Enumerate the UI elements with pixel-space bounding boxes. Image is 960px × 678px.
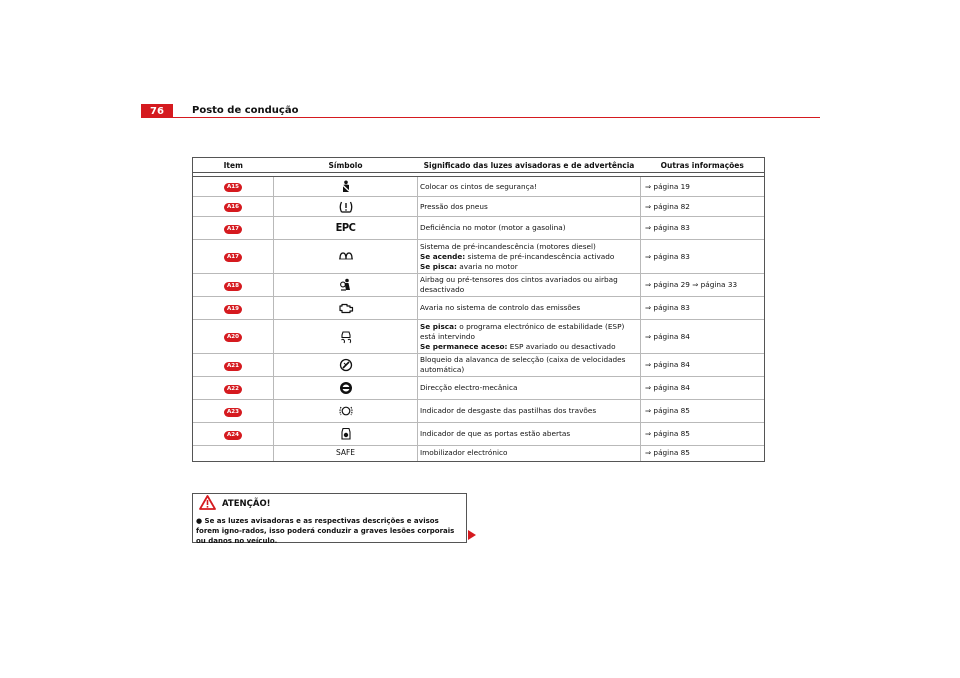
info-cell (641, 320, 765, 354)
table-row (193, 423, 764, 446)
meaning-line (420, 182, 638, 192)
meaning-text: Indicador de que as portas estão abertas (420, 429, 571, 438)
meaning-cell (418, 240, 641, 274)
item-badge: A20 (224, 333, 242, 342)
meaning-line (420, 429, 638, 439)
meaning-cell (418, 354, 641, 377)
meaning-text: Indicador de desgaste das pastilhas dos travões (420, 406, 597, 415)
meaning-cell (418, 400, 641, 423)
meaning-line (420, 383, 638, 393)
engine-emissions-icon (338, 303, 354, 312)
meaning-label: Se pisca: (420, 321, 457, 331)
warning-text (193, 514, 466, 546)
item-badge: A24 (224, 431, 242, 440)
info-cell (641, 177, 765, 197)
meaning-line (420, 275, 638, 295)
meaning-text: sistema de pré-incandescência activado (465, 251, 615, 261)
meaning-line (420, 448, 638, 458)
item-badge: A16 (224, 203, 242, 212)
page-title: Posto de condução (192, 105, 299, 116)
item-cell (193, 400, 274, 423)
meaning-cell (418, 217, 641, 240)
page-reference-link[interactable]: ⇒ página 84 (645, 331, 690, 341)
meaning-line (420, 322, 638, 342)
steering-icon (338, 383, 354, 392)
continue-arrow-icon (468, 530, 476, 540)
warning-title: ATENÇÃO! (222, 499, 271, 509)
bullet-icon: ● (196, 517, 203, 525)
page-reference-link[interactable]: ⇒ página 82 (645, 201, 690, 211)
meaning-cell (418, 274, 641, 297)
info-cell (641, 197, 765, 217)
item-cell (193, 217, 274, 240)
symbol-cell (274, 274, 418, 297)
meaning-line (420, 303, 638, 313)
table-body (193, 177, 764, 461)
meaning-label: Se pisca: (420, 261, 457, 271)
meaning-line (420, 252, 638, 262)
meaning-text: Bloqueio da alavanca de selecção (caixa de velocidades automática) (420, 355, 626, 374)
table-row (193, 320, 764, 354)
meaning-text: Direcção electro-mecânica (420, 383, 518, 392)
page-reference-link[interactable]: ⇒ página 83 (645, 223, 690, 232)
symbol-cell (274, 297, 418, 320)
item-badge: A19 (224, 305, 242, 314)
item-badge: A21 (224, 362, 242, 371)
seatbelt-icon (338, 182, 354, 191)
table-row (193, 297, 764, 320)
info-cell (641, 297, 765, 320)
item-cell (193, 423, 274, 446)
meaning-text: Avaria no sistema de controlo das emissões (420, 303, 581, 312)
page-reference-link[interactable]: ⇒ página 84 (645, 360, 690, 369)
symbol-text: EPC (335, 220, 356, 234)
item-cell (193, 297, 274, 320)
meaning-line (420, 355, 638, 375)
page-number: 76 (141, 104, 173, 118)
meaning-line (420, 406, 638, 416)
item-cell (193, 377, 274, 400)
page-reference-link[interactable]: ⇒ página 83 (645, 303, 690, 312)
symbol-cell (274, 177, 418, 197)
table-header-row (193, 158, 764, 173)
glow-plug-icon (338, 252, 354, 261)
gear-lever-lock-icon (338, 360, 354, 369)
meaning-text: o programa electrónico de estabilidade (ESP) está intervindo (420, 321, 625, 341)
column-header-item: Item (193, 158, 274, 173)
meaning-line (420, 342, 638, 352)
item-badge: A17 (224, 225, 242, 234)
meaning-label: Se permanece aceso: (420, 341, 508, 351)
warning-box (192, 493, 467, 543)
column-header-symbol: Símbolo (274, 158, 418, 173)
symbol-cell (274, 423, 418, 446)
meaning-text: Imobilizador electrónico (420, 448, 508, 458)
table-row (193, 197, 764, 217)
meaning-line (420, 262, 638, 272)
symbol-cell (274, 400, 418, 423)
item-badge: A23 (224, 408, 242, 417)
symbol-cell (274, 240, 418, 274)
info-cell (641, 240, 765, 274)
meaning-cell (418, 377, 641, 400)
table-row (193, 354, 764, 377)
page-reference-link[interactable]: ⇒ página 29 ⇒ página 33 (645, 280, 738, 289)
info-cell (641, 423, 765, 446)
page-reference-link[interactable]: ⇒ página 19 (645, 181, 690, 191)
table-row (193, 240, 764, 274)
symbol-cell (274, 197, 418, 217)
symbol-cell (274, 320, 418, 354)
page-reference-link[interactable]: ⇒ página 85 (645, 448, 690, 458)
page-reference-link[interactable]: ⇒ página 85 (645, 406, 690, 415)
meaning-cell (418, 197, 641, 217)
meaning-text: Airbag ou pré-tensores dos cintos avariados ou airbag desactivado (420, 275, 618, 294)
page-reference-link[interactable]: ⇒ página 83 (645, 251, 690, 261)
symbol-cell (274, 217, 418, 240)
meaning-cell (418, 423, 641, 446)
table-row (193, 400, 764, 423)
column-header-meaning: Significado das luzes avisadoras e de advertência (418, 158, 641, 173)
meaning-text: Sistema de pré-incandescência (motores diesel) (420, 241, 596, 251)
airbag-icon (338, 280, 354, 289)
item-cell (193, 197, 274, 217)
meaning-line (420, 242, 638, 252)
page-reference-link[interactable]: ⇒ página 84 (645, 383, 690, 392)
item-badge: A18 (224, 282, 242, 291)
item-badge: A17 (224, 253, 242, 262)
symbol-cell (274, 446, 418, 461)
item-cell (193, 274, 274, 297)
table-row (193, 377, 764, 400)
table-row (193, 217, 764, 240)
column-header-info: Outras informações (641, 158, 765, 173)
item-badge: A22 (224, 385, 242, 394)
esp-icon (338, 332, 354, 341)
table-row (193, 177, 764, 197)
item-cell (193, 320, 274, 354)
meaning-text: avaria no motor (456, 261, 518, 271)
meaning-text: ESP avariado ou desactivado (507, 341, 616, 351)
meaning-line (420, 202, 638, 212)
warning-body: Se as luzes avisadoras e as respectivas descrições e avisos forem igno-rados, isso poderá conduzir a graves lesões corporais ou danos no veículo. (196, 517, 455, 545)
door-open-icon (338, 429, 354, 438)
meaning-cell (418, 297, 641, 320)
warning-lights-table (192, 157, 765, 462)
info-cell (641, 400, 765, 423)
item-cell (193, 177, 274, 197)
item-cell (193, 240, 274, 274)
meaning-line (420, 223, 638, 233)
meaning-text: Deficiência no motor (motor a gasolina) (420, 223, 566, 232)
header-rule (173, 117, 820, 118)
symbol-cell (274, 354, 418, 377)
symbol-text: SAFE (335, 448, 356, 458)
info-cell (641, 217, 765, 240)
symbol-cell (274, 377, 418, 400)
info-cell (641, 377, 765, 400)
item-cell (193, 354, 274, 377)
meaning-cell (418, 320, 641, 354)
info-cell (641, 274, 765, 297)
page-reference-link[interactable]: ⇒ página 85 (645, 429, 690, 438)
meaning-cell (418, 177, 641, 197)
tyre-pressure-icon (338, 202, 354, 211)
meaning-text: Colocar os cintos de segurança! (420, 181, 538, 191)
info-cell (641, 446, 765, 461)
info-cell (641, 354, 765, 377)
item-badge: A15 (224, 183, 242, 192)
warning-triangle-icon (199, 495, 216, 514)
item-cell (193, 446, 274, 461)
table-row (193, 446, 764, 461)
brake-pads-icon (338, 406, 354, 415)
meaning-label: Se acende: (420, 251, 466, 261)
table-row (193, 274, 764, 297)
meaning-cell (418, 446, 641, 461)
meaning-text: Pressão dos pneus (420, 201, 488, 211)
